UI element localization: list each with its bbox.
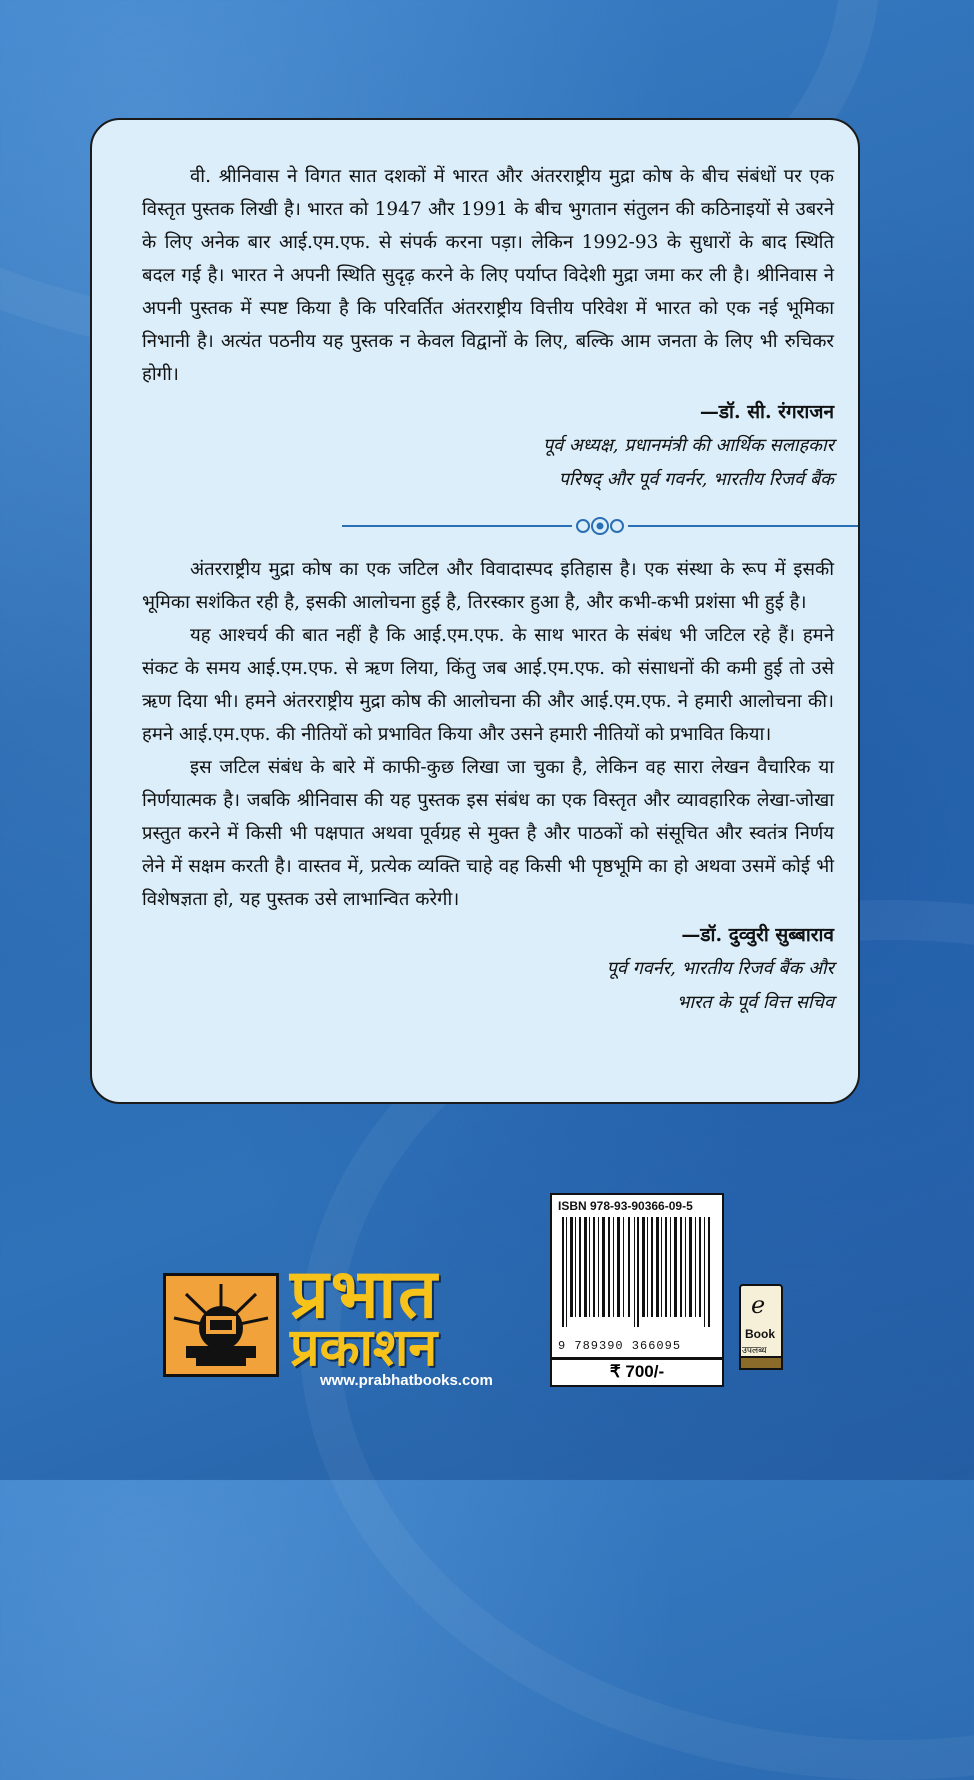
price: ₹ 700/- [550,1359,724,1387]
isbn-text: ISBN 978-93-90366-09-5 [558,1199,693,1213]
review-1-title-line1: पूर्व अध्यक्ष, प्रधानमंत्री की आर्थिक सलाहकार [542,435,834,456]
ebook-sub-label: उपलब्ध [742,1346,767,1356]
barcode [550,1193,724,1359]
publisher-name-line1: प्रभात [290,1255,439,1334]
review-1-text: वी. श्रीनिवास ने विगत सात दशकों में भारत और अंतरराष्ट्रीय मुद्रा कोष के बीच संबंधों पर एक विस्तृत पुस्तक लिखी है। भारत को 1947 और 1991 के बीच भुगतान संतुलन की कठिनाइयों से उबरने के लिए अनेक बार आई.एम.एफ. से संपर्क करना पड़ा। लेकिन 1992-93 के सुधारों के बाद स्थिति बदल गई है। भारत ने अपनी स्थिति सुदृढ़ करने के लिए पर्याप्त विदेशी मुद्रा जमा कर ली है। श्रीनिवास ने अपनी पुस्तक में स्पष्ट किया है कि परिवर्तित अंतरराष्ट्रीय वित्तीय परिवेश में भारत को एक नई भूमिका निभानी है। अत्यंत पठनीय यह पुस्तक न केवल विद्वानों के लिए, बल्कि आम जनता के लिए भी रुचिकर होगी। [142,166,834,385]
barcode-digits: 9 789390 366095 [558,1339,682,1353]
publisher-logo [163,1273,279,1377]
divider-line-right [628,525,858,527]
ornament-circles-icon [572,515,628,537]
review-2-author: —डॉ. दुव्वुरी सुब्बाराव [681,924,834,946]
review-2-title-line2: भारत के पूर्व वित्त सचिव [676,992,834,1013]
review-2-paragraph-2: यह आश्चर्य की बात नहीं है कि आई.एम.एफ. के साथ भारत के संबंध भी जटिल रहे हैं। हमने संकट के समय आई.एम.एफ. से ऋण लिया, किंतु जब आई.एम.एफ. को संसाधनों की कमी हुई तो उसे ऋण दिया भी। हमने अंतरराष्ट्रीय मुद्रा कोष की आलोचना की और आई.एम.एफ. ने हमारी आलोचना की। हमने आई.एम.एफ. की नीतियों को प्रभावित किया और उसने हमारी नीतियों को प्रभावित किया। [142,625,834,745]
barcode-bars-icon [558,1217,718,1327]
reading-person-sunburst-icon [166,1276,276,1374]
ornament-divider [142,509,834,543]
ebook-label: Book [745,1327,775,1341]
ebook-badge [737,1283,787,1375]
svg-text:e: e [751,1291,766,1319]
publisher-name-line2: प्रकाशन [290,1318,438,1378]
review-1-author: —डॉ. सी. रंगराजन [699,401,834,423]
review-panel [90,118,860,1104]
review-2-title-line1: पूर्व गवर्नर, भारतीय रिजर्व बैंक और [606,958,834,979]
review-2-paragraph-3: इस जटिल संबंध के बारे में काफी-कुछ लिखा जा चुका है, लेकिन वह सारा लेखन वैचारिक या निर्णयात्मक है। जबकि श्रीनिवास की यह पुस्तक इस संबंध का एक विस्तृत और व्यावहारिक लेखा-जोखा प्रस्तुत करने में किसी भी पक्षपात अथवा पूर्वग्रह से मुक्त है और पाठकों को संसूचित और स्वतंत्र निर्णय लेने में सक्षम करती है। वास्तव में, प्रत्येक व्यक्ति चाहे वह किसी भी पृष्ठभूमि का हो अथवा उसमें कोई भी विशेषज्ञता हो, यह पुस्तक उसे लाभान्वित करेगी। [142,757,834,910]
review-1-title-line2: परिषद् और पूर्व गवर्नर, भारतीय रिजर्व बैंक [558,469,834,490]
publisher-url: www.prabhatbooks.com [320,1372,493,1389]
review-2-paragraph-1: अंतरराष्ट्रीय मुद्रा कोष का एक जटिल और विवादास्पद इतिहास है। एक संस्था के रूप में इसकी भूमिका सशंकित रही है, इसकी आलोचना हुई है, तिरस्कार हुआ है, और कभी-कभी प्रशंसा भी हुई है। [142,559,834,613]
divider-line-left [342,525,572,527]
